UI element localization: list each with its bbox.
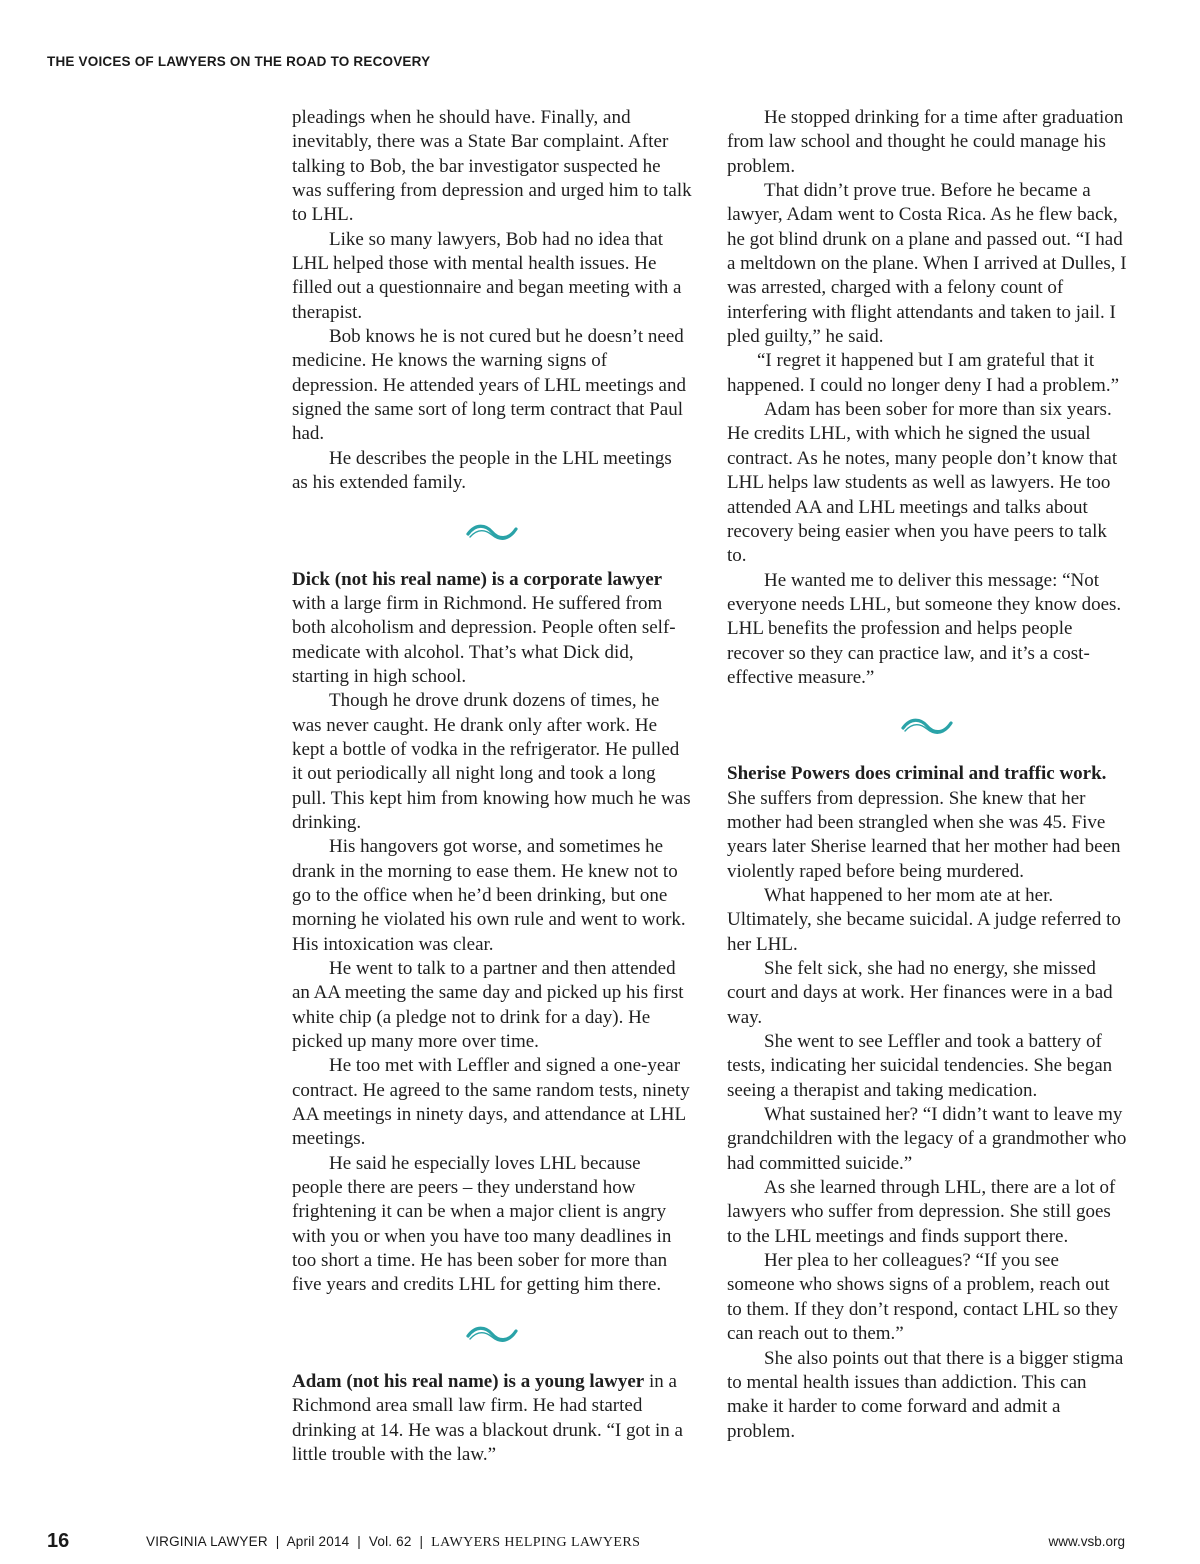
paragraph: He stopped drinking for a time after graduation from law school and thought he could manage his problem. <box>727 107 1124 177</box>
paragraph: Like so many lawyers, Bob had no idea that LHL helped those with mental health issues. He filled out a questionnaire and began meeting with a therapist. <box>292 228 682 323</box>
paragraph: He too met with Leffler and signed a one-year contract. He agreed to the same random tests, ninety AA meetings in ninety days, and attendance at LHL meetings. <box>292 1055 690 1150</box>
section-name: LAWYERS HELPING LAWYERS <box>431 1535 641 1550</box>
paragraph: His hangovers got worse, and sometimes he drank in the morning to ease them. He knew not to go to the office when he’d been drinking, but one morning he violated his own rule and went to work. His intoxication was clear. <box>292 836 686 955</box>
paragraph: Adam has been sober for more than six years. He credits LHL, with which he signed the usual contract. As he notes, many people don’t know that LHL helps law students as well as lawyers. He too attended AA and LHL meetings and talks about recovery being easier when you have peers to talk to. <box>727 399 1118 567</box>
profile-paragraph <box>727 762 1127 884</box>
paragraph-text: She suffers from depression. She knew that her mother had been strangled when she was 45. Five years later Sherise learned that her mother had been violently raped before being murdered. <box>727 787 1121 882</box>
site-url: www.vsb.org <box>1048 1534 1125 1549</box>
paragraph: What happened to her mom ate at her. Ultimately, she became suicidal. A judge referred to her LHL. <box>727 884 1121 955</box>
profile-lead: Adam (not his real name) is a young lawyer <box>292 1370 645 1392</box>
paragraph-text: with a large firm in Richmond. He suffered from both alcoholism and depression. People often self-medicate with alcohol. That’s what Dick did, starting in high school. <box>292 592 676 687</box>
footer-publication-line <box>146 1534 640 1551</box>
running-header: THE VOICES OF LAWYERS ON THE ROAD TO RECOVERY <box>47 54 431 69</box>
profile-lead: Sherise Powers does criminal and traffic work. <box>727 763 1107 785</box>
tilde-ornament-icon <box>899 715 955 737</box>
paragraph: She also points out that there is a bigger stigma to mental health issues than addiction. This can make it harder to come forward and admit a problem. <box>727 1347 1124 1442</box>
paragraph: She felt sick, she had no energy, she missed court and days at work. Her finances were in a bad way. <box>727 958 1113 1028</box>
section-divider <box>292 1298 692 1370</box>
paragraph: Bob knows he is not cured but he doesn’t need medicine. He knows the warning signs of depression. He attended years of LHL meetings and signed the same sort of long term contract that Paul had. <box>292 326 686 445</box>
profile-paragraph <box>292 568 692 690</box>
profile-lead: Dick (not his real name) is a corporate lawyer <box>292 568 663 590</box>
separator: | <box>419 1534 424 1549</box>
paragraph: Her plea to her colleagues? “If you see someone who shows signs of a problem, reach out to them. If they don’t respond, contact LHL so they can reach out to them.” <box>727 1250 1118 1345</box>
paragraph: “I regret it happened but I am grateful that it happened. I could no longer deny I had a problem.” <box>727 350 1120 396</box>
page-footer <box>0 1530 1200 1560</box>
paragraph: Though he drove drunk dozens of times, he was never caught. He drank only after work. He kept a bottle of vodka in the refrigerator. He pulled it out periodically all night long and took a long pull. This kept him from knowing how much he was drinking. <box>292 690 691 833</box>
paragraph: He went to talk to a partner and then attended an AA meeting the same day and picked up his first white chip (a pledge not to drink for a day). He picked up many more over time. <box>292 958 684 1053</box>
paragraph: He wanted me to deliver this message: “Not everyone needs LHL, but someone they know does. LHL benefits the profession and helps people recover so they can practice law, and it’s a cost-effective measure.” <box>727 569 1122 688</box>
tilde-ornament-icon <box>464 521 520 543</box>
paragraph: pleadings when he should have. Finally, and inevitably, there was a State Bar complaint. After talking to Bob, the bar investigator suspected he was suffering from depression and urged him to talk to LHL. <box>292 107 692 226</box>
paragraph: He said he especially loves LHL because people there are peers – they understand how frightening it can be when a major client is angry with you or when you have too many deadlines in too short a time. He has been sober for more than five years and credits LHL for getting him there. <box>292 1152 672 1296</box>
separator: | <box>275 1534 280 1549</box>
issue-date: April 2014 <box>286 1534 350 1549</box>
paragraph: That didn’t prove true. Before he became a lawyer, Adam went to Costa Rica. As he flew back, he got blind drunk on a plane and passed out. “I had a meltdown on the plane. When I arrived at Dulles, I was arrested, charged with a felony count of interfering with flight attendants and taken to jail. I pled guilty,” he said. <box>727 180 1127 348</box>
paragraph: He describes the people in the LHL meetings as his extended family. <box>292 447 672 494</box>
right-column <box>727 106 1127 1444</box>
tilde-ornament-icon <box>464 1323 520 1345</box>
paragraph: What sustained her? “I didn’t want to leave my grandchildren with the legacy of a grandmother who had committed suicide.” <box>727 1104 1127 1174</box>
paragraph: As she learned through LHL, there are a lot of lawyers who suffer from depression. She still goes to the LHL meetings and finds support there. <box>727 1177 1116 1247</box>
page-number: 16 <box>47 1530 70 1552</box>
left-column <box>292 106 692 1467</box>
section-divider <box>292 496 692 568</box>
separator: | <box>357 1534 361 1549</box>
volume: Vol. 62 <box>368 1534 412 1549</box>
publication-name: VIRGINIA LAWYER <box>146 1534 268 1549</box>
paragraph-text: in a Richmond area small law firm. He had started drinking at 14. He was a blackout drunk. “I got in a little trouble with the law.” <box>292 1370 683 1465</box>
section-divider <box>727 690 1127 762</box>
profile-paragraph <box>292 1370 692 1467</box>
paragraph: She went to see Leffler and took a battery of tests, indicating her suicidal tendencies. She began seeing a therapist and taking medication. <box>727 1031 1113 1101</box>
